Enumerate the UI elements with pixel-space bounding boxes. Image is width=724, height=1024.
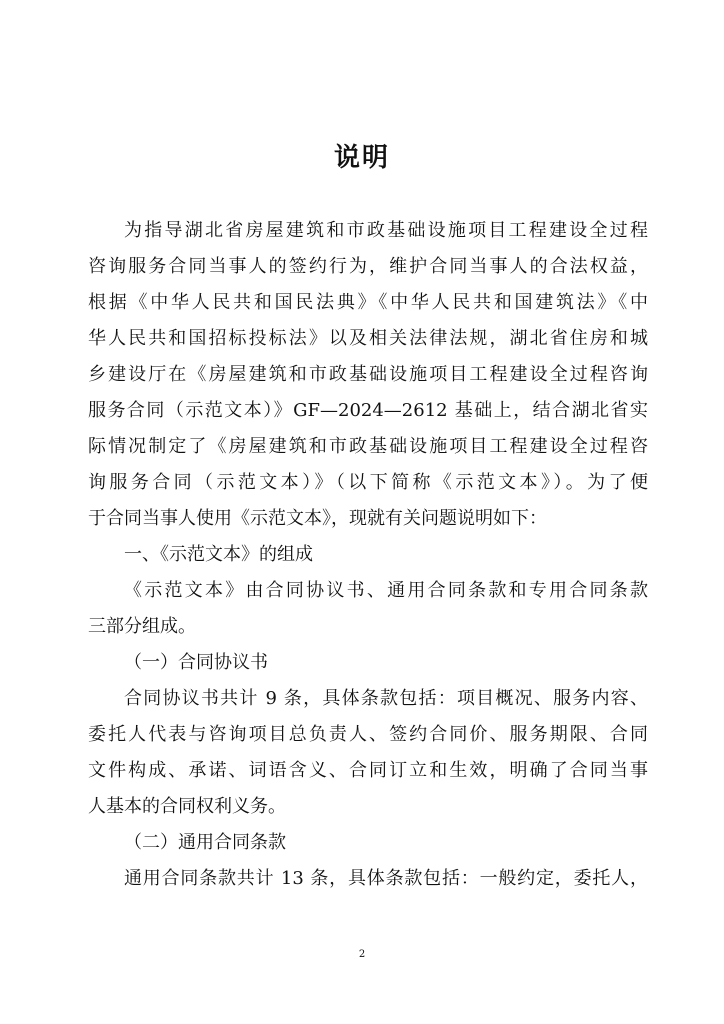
subsection-line: 人基本的合同权利义务。 (88, 796, 286, 817)
page-title: 说明 (333, 143, 390, 173)
intro-line: 为指导湖北省房屋建筑和市政基础设施项目工程建设全过程 (124, 220, 648, 241)
page-number: 2 (358, 949, 366, 960)
subsection-heading: （一）合同协议书 (124, 652, 268, 673)
intro-line: 根据《中华人民共和国民法典》《中华人民共和国建筑法》《中 (88, 292, 648, 313)
intro-line: 咨询服务合同当事人的签约行为，维护合同当事人的合法权益， (88, 256, 648, 277)
subsection-heading: （二）通用合同条款 (124, 832, 286, 853)
subsection-line: 文件构成、承诺、词语含义、合同订立和生效，明确了合同当事 (88, 760, 648, 781)
subsection-line: 合同协议书共计 9 条，具体条款包括：项目概况、服务内容、 (124, 688, 648, 709)
subsection-line: 通用合同条款共计 13 条，具体条款包括：一般约定，委托人， (124, 868, 648, 889)
subsection-line: 委托人代表与咨询项目总负责人、签约合同价、服务期限、合同 (88, 724, 648, 745)
section-line: 《示范文本》由合同协议书、通用合同条款和专用合同条款 (124, 580, 648, 601)
intro-line: 际情况制定了《房屋建筑和市政基础设施项目工程建设全过程咨 (88, 436, 648, 457)
intro-line: 服务合同（示范文本）》GF—2024—2612 基础上，结合湖北省实 (88, 400, 648, 421)
intro-line: 华人民共和国招标投标法》以及相关法律法规，湖北省住房和城 (88, 328, 648, 349)
intro-line: 询服务合同（示范文本）》（以下简称《示范文本》）。为了便 (88, 472, 648, 493)
section-heading: 一、《示范文本》的组成 (124, 544, 313, 565)
section-line: 三部分组成。 (88, 616, 196, 637)
intro-line: 于合同当事人使用《示范文本》，现就有关问题说明如下： (88, 508, 547, 529)
intro-line: 乡建设厅在《房屋建筑和市政基础设施项目工程建设全过程咨询 (88, 364, 648, 385)
